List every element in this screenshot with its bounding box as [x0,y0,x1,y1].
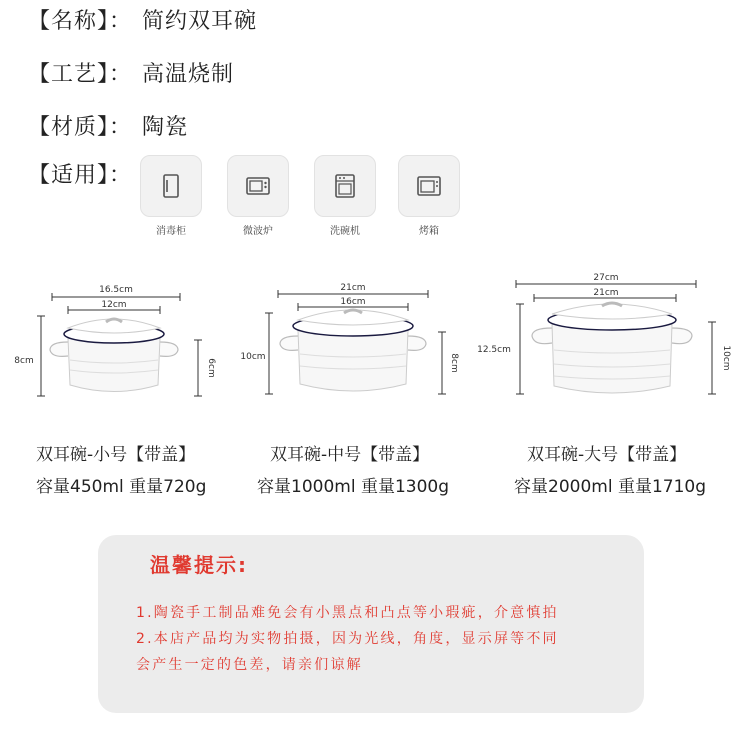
dim-height-body: 10cm [721,345,731,371]
tips-title: 温馨提示: [150,553,248,577]
usage-label: 烤箱 [419,226,439,237]
dim-inner-width: 21cm [593,288,619,298]
spec-value: 高温烧制 [142,62,235,87]
bowl-diagram-large [474,268,744,412]
dim-height-with-lid: 10cm [240,352,266,362]
dim-overall-width: 27cm [593,273,619,283]
spec-row-name [28,4,257,35]
tips-line: 2.本店产品均为实物拍摄，因为光线，角度，显示屏等不同 [136,631,559,647]
product-spec-large: 容量2000ml 重量1710g [514,477,707,497]
bowl-diagram-small [10,280,230,409]
tips-line: 1.陶瓷手工制品难免会有小黑点和凸点等小瑕疵，介意慎拍 [136,605,559,621]
tips-box [98,535,644,713]
dim-inner-width: 16cm [340,297,366,307]
dishwasher-icon [314,155,376,217]
spec-label: 【材质】： [28,115,133,140]
dim-height-with-lid: 12.5cm [477,345,511,355]
oven-icon [398,155,460,217]
product-spec-small: 容量450ml 重量720g [36,477,207,497]
spec-row-material [28,110,188,141]
spec-label: 【适用】： [28,163,133,188]
bowl-diagram-medium [236,280,468,409]
usage-label: 洗碗机 [330,226,360,237]
usage-item-dishwasher [314,155,376,237]
dim-height-body: 6cm [206,358,216,378]
dim-inner-width: 12cm [101,300,127,310]
microwave-icon [227,155,289,217]
product-name-medium: 双耳碗-中号【带盖】 [270,445,430,465]
spec-row-craft [28,57,234,88]
usage-item-oven [398,155,460,237]
dim-overall-width: 21cm [340,283,366,293]
spec-label: 【名称】： [28,9,133,34]
spec-value: 陶瓷 [142,115,189,140]
usage-item-microwave [227,155,289,237]
disinfection-cabinet-icon [140,155,202,217]
product-name-large: 双耳碗-大号【带盖】 [527,445,687,465]
tips-line: 会产生一定的色差，请亲们谅解 [136,657,363,673]
usage-label: 消毒柜 [156,226,186,237]
usage-label: 微波炉 [243,226,273,237]
dim-height-body: 8cm [449,353,459,373]
spec-value: 简约双耳碗 [142,9,258,34]
usage-item-disinfection [140,155,202,237]
product-name-small: 双耳碗-小号【带盖】 [36,445,196,465]
product-spec-medium: 容量1000ml 重量1300g [257,477,450,497]
dim-overall-width: 16.5cm [99,285,133,295]
spec-row-usage [28,158,132,189]
dim-height-with-lid: 8cm [14,356,34,366]
spec-label: 【工艺】： [28,62,133,87]
